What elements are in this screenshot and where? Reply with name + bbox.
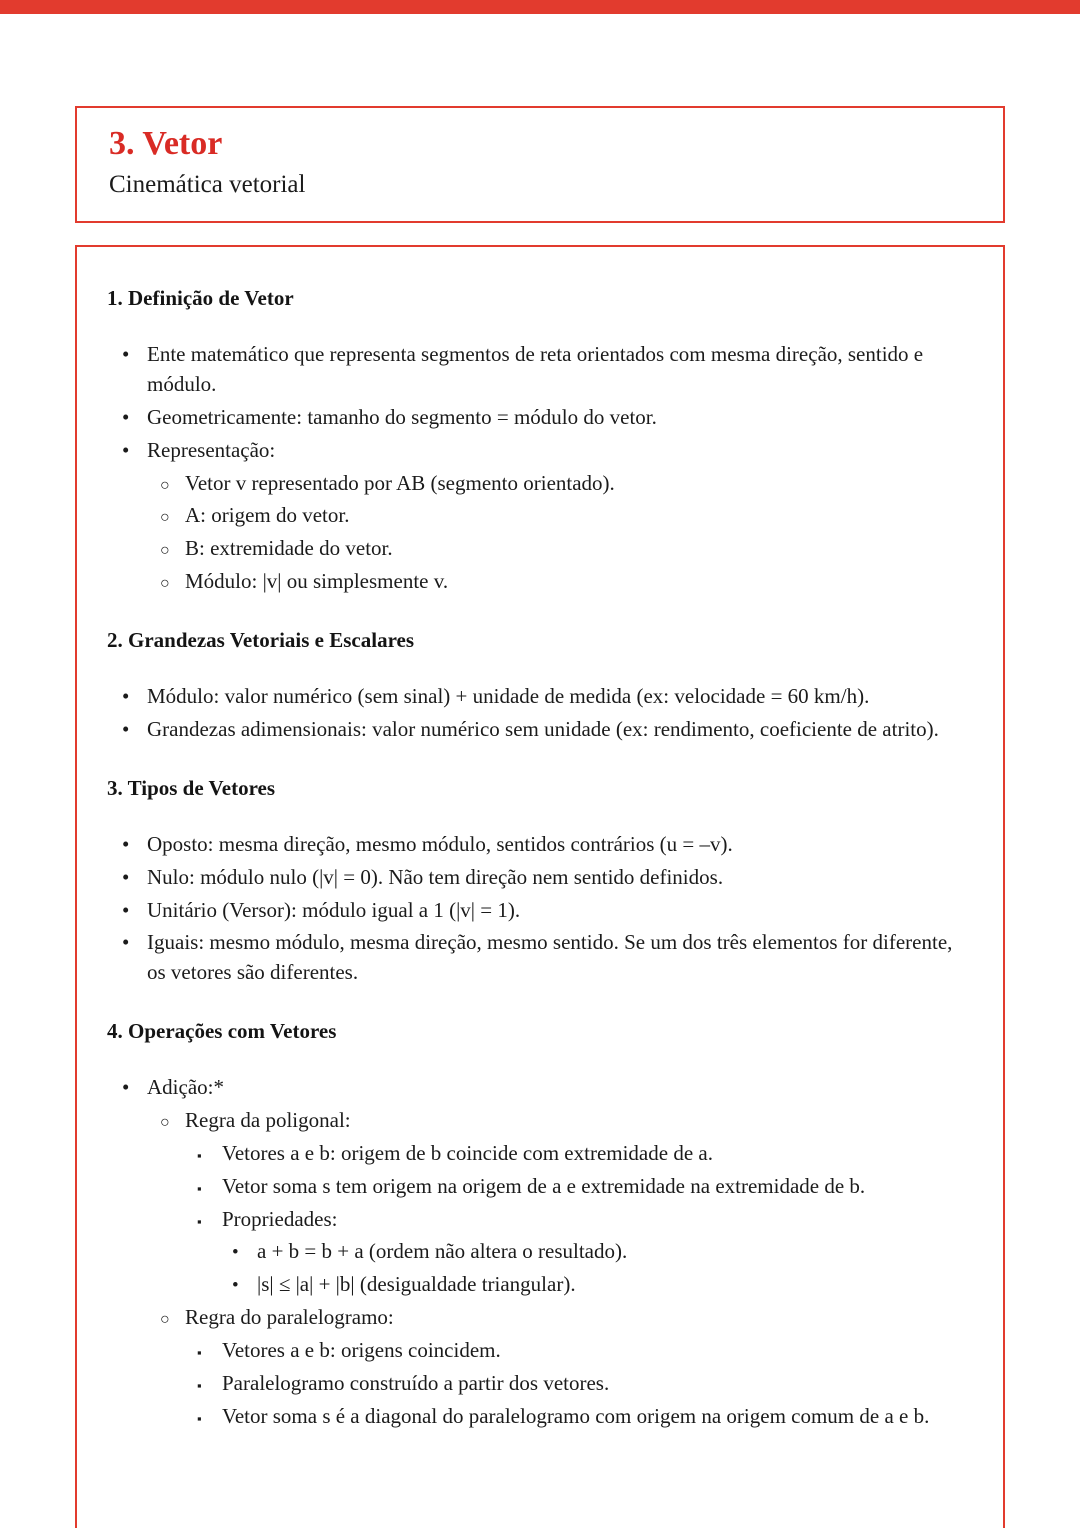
list-item bbox=[107, 534, 973, 564]
list-item bbox=[107, 501, 973, 531]
bullet-marker: ▪ bbox=[197, 1410, 202, 1426]
list-item bbox=[107, 715, 973, 745]
list-item bbox=[107, 469, 973, 499]
list-item-text: Propriedades: bbox=[222, 1206, 338, 1231]
list-item-text: Vetores a e b: origem de b coincide com extremidade de a. bbox=[222, 1141, 713, 1165]
header-card bbox=[75, 106, 1005, 223]
list-item bbox=[107, 403, 973, 433]
list-item bbox=[107, 928, 973, 988]
section-heading: 1. Definição de Vetor bbox=[107, 286, 294, 310]
list-item-text: A: origem do vetor. bbox=[185, 503, 350, 528]
bullet-marker: ▪ bbox=[197, 1180, 202, 1196]
list-item bbox=[107, 340, 973, 400]
list-item-text: Vetores a e b: origens coincidem. bbox=[222, 1338, 501, 1363]
bullet-marker: • bbox=[232, 1242, 239, 1264]
bullet-marker: ▪ bbox=[197, 1345, 202, 1361]
bullet-marker: ▪ bbox=[197, 1213, 202, 1229]
list-item-text: Regra do paralelogramo: bbox=[185, 1305, 394, 1330]
section-heading: 2. Grandezas Vetoriais e Escalares bbox=[107, 627, 415, 652]
list-item-text: Módulo: |v| ou simplesmente v. bbox=[185, 568, 449, 593]
list-item-text: Vetor v representado por AB (segmento orientado). bbox=[185, 470, 615, 495]
list-item bbox=[107, 1369, 973, 1399]
bullet-marker: ○ bbox=[160, 1114, 170, 1132]
list-item-text: Grandezas adimensionais: valor numérico sem unidade (ex: rendimento, coeficiente de atrito). bbox=[147, 716, 939, 741]
list-item bbox=[107, 567, 973, 597]
bullet-marker: • bbox=[122, 897, 130, 922]
list-item-text: Adição:* bbox=[147, 1075, 224, 1100]
bullet-marker: • bbox=[122, 404, 130, 429]
bullet-marker: ○ bbox=[160, 1311, 170, 1329]
list-item bbox=[107, 863, 973, 893]
list-item-text: Regra da poligonal: bbox=[185, 1108, 351, 1133]
list-item-text: a + b = b + a (ordem não altera o resultado). bbox=[257, 1239, 628, 1264]
content-card bbox=[75, 245, 1005, 1528]
bullet-marker: • bbox=[122, 832, 130, 857]
list-item bbox=[107, 1205, 973, 1235]
list-item-text: Iguais: mesmo módulo, mesma direção, mesmo sentido. Se um dos três elementos for diferente, os vetores são diferentes. bbox=[147, 930, 953, 985]
list-item bbox=[107, 1270, 973, 1300]
list-item-text: Geometricamente: tamanho do segmento = módulo do vetor. bbox=[147, 404, 657, 429]
bullet-marker: ○ bbox=[160, 509, 170, 527]
list-item-text: Vetor soma s tem origem na origem de a e extremidade na extremidade de b. bbox=[222, 1173, 866, 1198]
list-item-text: |s| ≤ |a| + |b| (desigualdade triangular). bbox=[257, 1272, 576, 1297]
page-title: 3. Vetor bbox=[109, 125, 223, 162]
bullet-marker: • bbox=[122, 437, 130, 462]
bullet-marker: ○ bbox=[160, 542, 170, 560]
bullet-marker: • bbox=[122, 864, 130, 889]
list-item bbox=[107, 830, 973, 860]
bullet-marker: ▪ bbox=[197, 1148, 202, 1163]
top-accent-bar bbox=[0, 0, 1080, 14]
list-item bbox=[107, 1402, 973, 1432]
section-heading: 4. Operações com Vetores bbox=[107, 1019, 337, 1044]
list-item bbox=[107, 1106, 973, 1136]
list-item bbox=[107, 1172, 973, 1202]
bullet-marker: ○ bbox=[160, 476, 170, 494]
bullet-marker: • bbox=[122, 716, 130, 741]
list-item bbox=[107, 1073, 973, 1103]
bullet-marker: ▪ bbox=[197, 1378, 202, 1393]
bullet-marker: • bbox=[122, 1075, 130, 1100]
list-item bbox=[107, 1237, 973, 1267]
page-subtitle: Cinemática vetorial bbox=[109, 170, 306, 198]
section-heading: 3. Tipos de Vetores bbox=[107, 775, 276, 800]
sections-container bbox=[107, 285, 973, 1432]
list-item-text: Vetor soma s é a diagonal do paralelogramo com origem na origem comum de a e b. bbox=[222, 1403, 930, 1428]
list-item-text: Unitário (Versor): módulo igual a 1 (|v| = 1). bbox=[147, 897, 521, 922]
bullet-marker: • bbox=[122, 342, 130, 367]
list-item-text: Módulo: valor numérico (sem sinal) + unidade de medida (ex: velocidade = 60 km/h). bbox=[147, 684, 870, 709]
list-item bbox=[107, 1303, 973, 1333]
list-item-text: B: extremidade do vetor. bbox=[185, 536, 393, 561]
list-item-text: Paralelogramo construído a partir dos vetores. bbox=[222, 1371, 610, 1395]
list-item-text: Representação: bbox=[147, 437, 276, 462]
list-item bbox=[107, 1139, 973, 1169]
list-item bbox=[107, 436, 973, 466]
bullet-marker: • bbox=[232, 1275, 239, 1297]
list-item bbox=[107, 896, 973, 926]
bullet-marker: • bbox=[122, 930, 130, 955]
bullet-marker: • bbox=[122, 684, 130, 709]
list-item-text: Oposto: mesma direção, mesmo módulo, sentidos contrários (u = –v). bbox=[147, 832, 733, 857]
list-item-text: Ente matemático que representa segmentos de reta orientados com mesma direção, sentido e módulo. bbox=[147, 342, 924, 397]
bullet-marker: ○ bbox=[160, 574, 170, 592]
list-item-text: Nulo: módulo nulo (|v| = 0). Não tem direção nem sentido definidos. bbox=[147, 864, 724, 889]
list-item bbox=[107, 1336, 973, 1366]
list-item bbox=[107, 682, 973, 712]
